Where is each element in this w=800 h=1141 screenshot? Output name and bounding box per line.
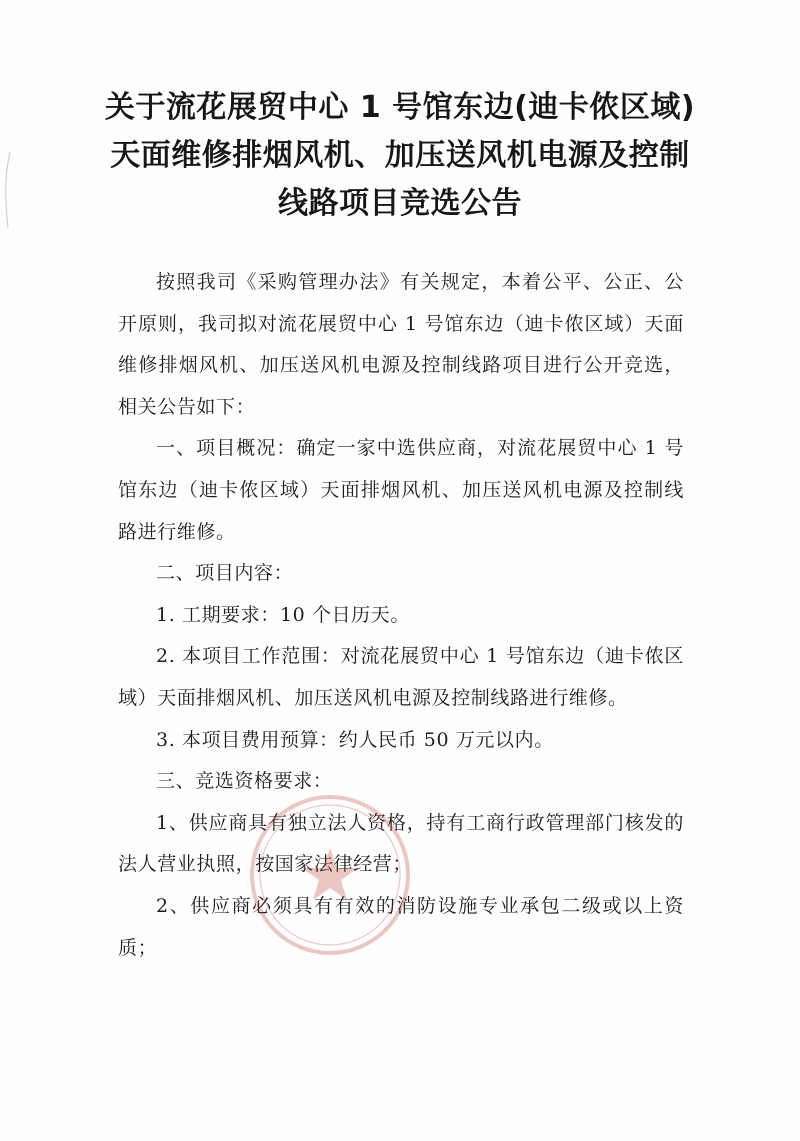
paragraph-section-2-heading: 二、项目内容： <box>156 562 294 585</box>
document-title <box>100 84 700 228</box>
title-line-1: 关于流花展贸中心 1 号馆东边(迪卡侬区域) <box>104 90 696 125</box>
paragraph-item-1: 1. 工期要求：10 个日历天。 <box>156 603 410 626</box>
scan-edge-mark <box>0 150 14 230</box>
paragraph-requirement-2: 2、供应商必须具有有效的消防设施专业承包二级或以上资质； <box>118 894 684 959</box>
paragraph-intro: 按照我司《采购管理办法》有关规定，本着公平、公正、公开原则，我司拟对流花展贸中心 1 号馆东边（迪卡侬区域）天面维修排烟风机、加压送风机电源及控制线路项目进行公开竞选，相关公告如下： <box>118 271 684 418</box>
document-body <box>118 262 684 969</box>
paragraph-item-3: 3. 本项目费用预算：约人民币 50 万元以内。 <box>156 728 554 751</box>
paragraph-section-1: 一、项目概况：确定一家中选供应商，对流花展贸中心 1 号馆东边（迪卡侬区域）天面排烟风机、加压送风机电源及控制线路进行维修。 <box>118 437 684 543</box>
paragraph-requirement-1: 1、供应商具有独立法人资格，持有工商行政管理部门核发的法人营业执照，按国家法律经营； <box>118 811 684 876</box>
paragraph-section-3-heading: 三、竞选资格要求： <box>156 770 333 793</box>
title-line-3: 线路项目竞选公告 <box>278 186 522 221</box>
title-line-2: 天面维修排烟风机、加压送风机电源及控制 <box>110 138 690 173</box>
paragraph-item-2: 2. 本项目工作范围：对流花展贸中心 1 号馆东边（迪卡侬区域）天面排烟风机、加压送风机电源及控制线路进行维修。 <box>118 645 684 709</box>
